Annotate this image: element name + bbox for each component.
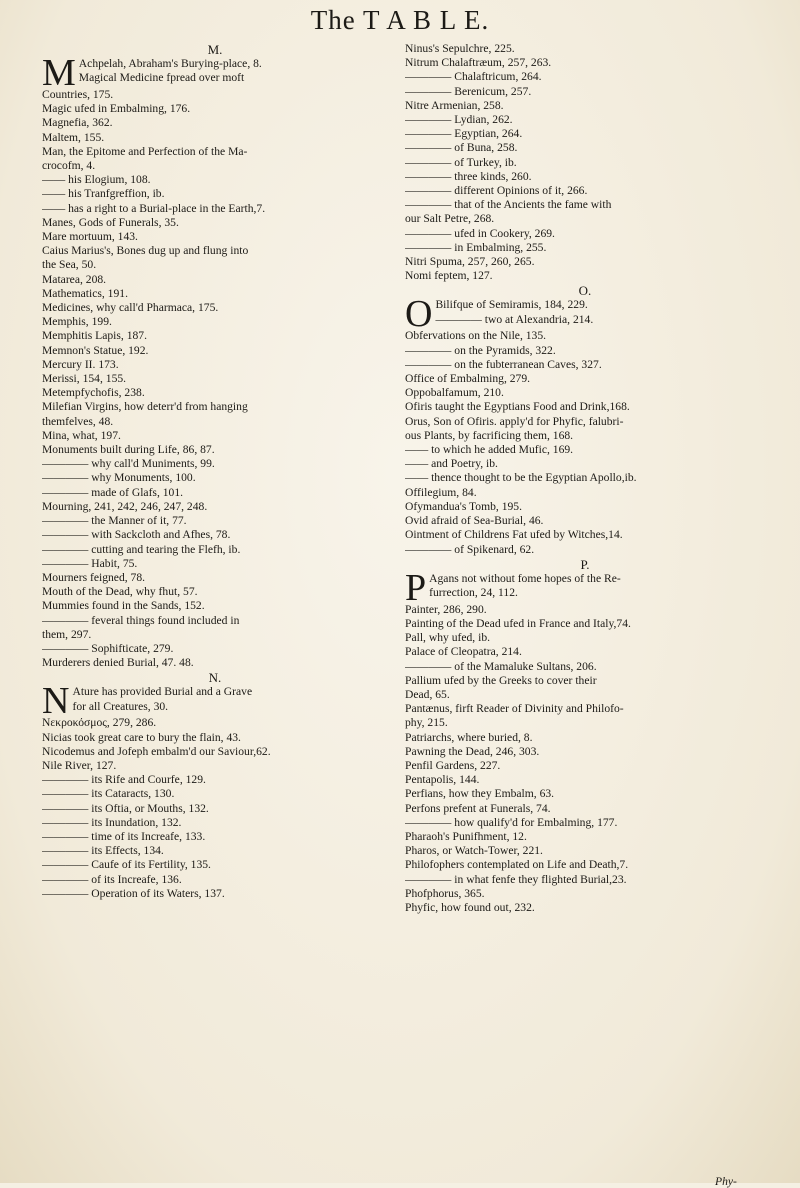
index-entry: ———— different Opinions of it, 266. <box>405 184 588 198</box>
index-entry: Caius Marius's, Bones dug up and flung into <box>42 244 249 258</box>
index-entry: Ninus's Sepulchre, 225. <box>405 42 515 55</box>
index-entry: ———— of Buna, 258. <box>405 141 518 155</box>
index-entry: ———— of Spikenard, 62. <box>405 542 535 556</box>
index-entry: Magic ufed in Embalming, 176. <box>42 102 191 116</box>
index-entry: Perfians, how they Embalm, 63. <box>405 787 555 801</box>
index-entry: Pawning the Dead, 246, 303. <box>405 744 540 758</box>
index-entry: ———— Berenicum, 257. <box>405 84 532 98</box>
index-entry: —— his Elogium, 108. <box>42 173 151 187</box>
index-entry: ———— with Sackcloth and Afhes, 78. <box>42 528 231 542</box>
dropcap-entry <box>42 52 388 94</box>
index-entry: —— to which he added Mufic, 169. <box>405 443 574 457</box>
index-entry: ———— its Cataracts, 130. <box>42 787 175 801</box>
index-entry: Magical Medicine fpread over moft <box>78 71 245 85</box>
index-entry: ———— Operation of its Waters, 137. <box>42 886 225 900</box>
index-entry: furrection, 24, 112. <box>429 585 518 599</box>
index-entry: Mathematics, 191. <box>42 286 128 300</box>
index-entry: Perfons prefent at Funerals, 74. <box>405 801 551 815</box>
index-entry: Achpelah, Abraham's Burying-place, 8. <box>78 57 262 70</box>
index-entry: Memphis, 199. <box>42 315 112 329</box>
index-entry: Maltem, 155. <box>42 130 105 144</box>
index-entry: ———— why call'd Muniments, 99. <box>42 457 215 471</box>
index-entry: ———— its Rife and Courfe, 129. <box>42 773 206 787</box>
index-entry: ———— Lydian, 262. <box>405 113 513 127</box>
index-entry: ———— of its Increafe, 136. <box>42 872 182 886</box>
index-entry: ———— its Inundation, 132. <box>42 815 182 829</box>
section-letter: M. <box>207 42 223 57</box>
index-entry: Man, the Epitome and Perfection of the Ma- <box>42 144 248 158</box>
index-entry: Ovid afraid of Sea-Burial, 46. <box>405 514 544 528</box>
index-entry: Palace of Cleopatra, 214. <box>405 645 522 659</box>
index-entry: ———— cutting and tearing the Flefh, ib. <box>42 542 241 556</box>
index-entry: ———— Chalaftricum, 264. <box>405 70 542 84</box>
index-entry: Pallium ufed by the Greeks to cover their <box>405 673 597 687</box>
index-entry: ———— on the fubterranean Caves, 327. <box>405 357 602 371</box>
index-entry: Nitri Spuma, 257, 260, 265. <box>405 255 535 269</box>
index-entry: Bilifque of Semiramis, 184, 229. <box>435 298 588 312</box>
index-entry: ———— of the Mamaluke Sultans, 206. <box>405 659 597 673</box>
index-entry: —— has a right to a Burial-place in the Earth,7. <box>42 201 266 215</box>
index-entry: Pharos, or Watch-Tower, 221. <box>405 844 543 858</box>
index-entry: ———— Egyptian, 264. <box>405 127 523 141</box>
index-entry: ———— Caufe of its Fertility, 135. <box>42 858 211 872</box>
index-entry: Mouth of the Dead, why fhut, 57. <box>42 585 198 599</box>
index-entry: ———— why Monuments, 100. <box>42 471 196 485</box>
index-entry: Milefian Virgins, how deterr'd from hanging <box>42 400 248 414</box>
index-entry: phy, 215. <box>405 716 448 730</box>
index-entry: Pentapolis, 144. <box>405 773 480 787</box>
index-entry: them, 297. <box>42 627 92 641</box>
index-entry: Memphitis Lapis, 187. <box>42 329 147 343</box>
index-entry: Medicines, why call'd Pharmaca, 175. <box>42 301 219 315</box>
index-entry: Νεκροκόσμος, 279, 286. <box>42 716 157 730</box>
index-entry: ———— time of its Increafe, 133. <box>42 829 206 843</box>
index-column-right <box>405 42 765 915</box>
index-entry: —— and Poetry, ib. <box>405 457 498 471</box>
index-entry: Oppobalfamum, 210. <box>405 386 504 400</box>
index-entry: ———— feveral things found included in <box>42 613 240 627</box>
index-entry: Nicias took great care to bury the flain, 43. <box>42 730 241 744</box>
index-entry: Nile River, 127. <box>42 758 117 772</box>
index-entry: Phofphorus, 365. <box>405 886 485 900</box>
index-entry: ———— of Turkey, ib. <box>405 155 517 169</box>
index-entry: ———— ufed in Cookery, 269. <box>405 226 555 240</box>
index-column-left <box>42 42 388 901</box>
index-entry: crocofm, 4. <box>42 159 96 173</box>
index-entry: ous Plants, by facrificing them, 168. <box>405 428 574 442</box>
index-entry: Magnefia, 362. <box>42 116 113 130</box>
index-entry: Mercury II. 173. <box>42 357 119 371</box>
index-entry: Countries, 175. <box>42 88 114 101</box>
index-entry: ———— Habit, 75. <box>42 556 138 570</box>
index-entry: Patriarchs, where buried, 8. <box>405 730 533 744</box>
index-entry: —— thence thought to be the Egyptian Apollo,ib. <box>405 471 637 485</box>
index-entry: Ointment of Childrens Fat ufed by Witches,14. <box>405 528 623 542</box>
index-entry: Pharaoh's Punifhment, 12. <box>405 829 527 843</box>
index-entry: ———— on the Pyramids, 322. <box>405 343 556 357</box>
index-entry: Nicodemus and Jofeph embalm'd our Saviour,62. <box>42 744 271 758</box>
index-entry: Ofymandua's Tomb, 195. <box>405 499 522 513</box>
index-entry: the Sea, 50. <box>42 258 97 272</box>
running-title: The T A B L E. <box>310 5 490 35</box>
index-entry: Metempfychofis, 238. <box>42 386 145 400</box>
index-entry: for all Creatures, 30. <box>72 699 169 713</box>
index-entry: ———— in what fenfe they flighted Burial,23. <box>405 872 627 886</box>
index-entry: Pantænus, firft Reader of Divinity and Philofo- <box>405 702 624 716</box>
index-entry: Obfervations on the Nile, 135. <box>405 329 547 343</box>
index-entry: Mina, what, 197. <box>42 428 121 442</box>
index-entry: Nomi feptem, 127. <box>405 269 493 283</box>
index-entry: Mare mortuum, 143. <box>42 230 138 244</box>
index-entry: themfelves, 48. <box>42 414 114 428</box>
index-entry: Mourners feigned, 78. <box>42 570 146 584</box>
index-entry: Ature has provided Burial and a Grave <box>72 685 253 699</box>
index-entry: Office of Embalming, 279. <box>405 372 531 386</box>
index-entry: ———— Sophifticate, 279. <box>42 641 174 655</box>
drop-capital: M <box>42 52 76 94</box>
section-letter: N. <box>208 670 222 686</box>
index-entry: ———— that of the Ancients the fame with <box>405 198 612 212</box>
index-entry: Mourning, 241, 242, 246, 247, 248. <box>42 499 208 513</box>
section-letter: O. <box>578 283 592 299</box>
index-entry: Memnon's Statue, 192. <box>42 343 149 357</box>
index-entry: Philofophers contemplated on Life and Death,7. <box>405 858 629 872</box>
index-entry: Monuments built during Life, 86, 87. <box>42 443 215 457</box>
index-entry: ———— made of Glafs, 101. <box>42 485 184 499</box>
index-entry: Murderers denied Burial, 47. 48. <box>42 656 194 670</box>
drop-capital: P <box>405 566 427 609</box>
index-entry: Phyfic, how found out, 232. <box>405 900 535 914</box>
index-entry: Orus, Son of Ofiris. apply'd for Phyfic, falubri- <box>405 414 624 428</box>
index-entry: —— his Tranfgreffion, ib. <box>42 187 165 201</box>
index-entry: ———— the Manner of it, 77. <box>42 514 187 528</box>
drop-capital: N <box>42 680 70 723</box>
index-entry: ———— in Embalming, 255. <box>405 240 547 254</box>
index-entry: Penfil Gardens, 227. <box>405 758 501 772</box>
index-entry: Merissi, 154, 155. <box>42 372 127 386</box>
index-entry: Nitrum Chalaftræum, 257, 263. <box>405 56 552 70</box>
index-entry: Matarea, 208. <box>42 272 107 286</box>
drop-capital: O <box>405 293 433 336</box>
index-entry: Dead, 65. <box>405 687 450 701</box>
section-letter: P. <box>580 556 590 572</box>
index-entry: Ofiris taught the Egyptians Food and Drink,168. <box>405 400 630 414</box>
index-entry: ———— how qualify'd for Embalming, 177. <box>405 815 618 829</box>
index-entry: our Salt Petre, 268. <box>405 212 495 226</box>
index-entry: Nitre Armenian, 258. <box>405 98 504 112</box>
index-entry: Pall, why ufed, ib. <box>405 631 491 645</box>
index-entry: Manes, Gods of Funerals, 35. <box>42 215 179 229</box>
index-entry: ———— three kinds, 260. <box>405 169 532 183</box>
index-entry: Offilegium, 84. <box>405 485 477 499</box>
index-entry: Painting of the Dead ufed in France and Italy,74. <box>405 616 631 630</box>
index-entry: Agans not without fome hopes of the Re- <box>429 571 621 585</box>
index-entry: ———— its Oftia, or Mouths, 132. <box>42 801 209 815</box>
catchword: Phy- <box>715 1175 737 1188</box>
index-entry: Mummies found in the Sands, 152. <box>42 599 205 613</box>
index-entry: ———— its Effects, 134. <box>42 844 164 858</box>
index-entry: ———— two at Alexandria, 214. <box>435 312 594 326</box>
index-entry: Painter, 286, 290. <box>405 602 487 616</box>
